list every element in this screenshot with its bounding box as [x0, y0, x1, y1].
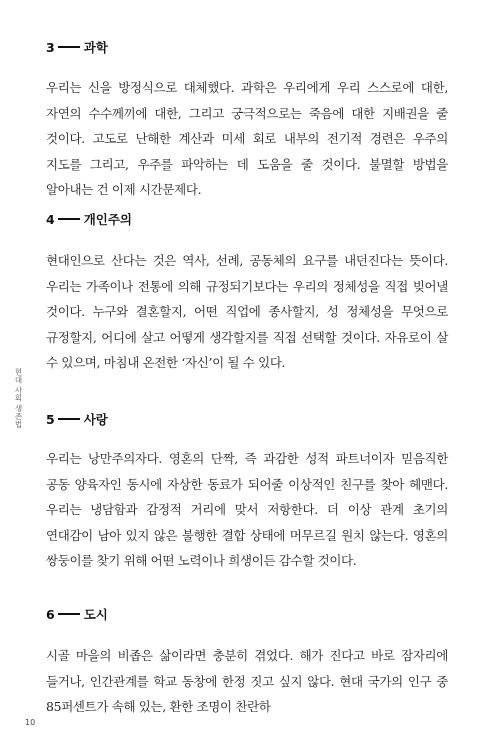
section-number: 3: [46, 39, 55, 55]
section-number: 6: [46, 606, 55, 622]
section-title: 사랑: [83, 412, 108, 427]
page-number: 10: [25, 718, 36, 727]
section-heading-6: [46, 605, 108, 623]
section-heading-4: [46, 210, 132, 228]
section-number: 4: [46, 211, 55, 227]
heading-rule: [58, 218, 80, 219]
running-header: 현대 사회 생존법: [14, 368, 23, 428]
heading-rule: [58, 613, 80, 614]
section-title: 도시: [83, 607, 108, 622]
heading-rule: [58, 46, 80, 47]
section-heading-5: [46, 410, 108, 428]
section-body-4: 현대인으로 산다는 것은 역사, 선례, 공동체의 요구를 내던진다는 뜻이다. 우리는 가족이나 전통에 의해 규정되기보다는 우리의 정체성을 직접 빚어낼 것이다. 누구와 결혼할지, 어떤 직업에 종사할지, 성 정체성을 무엇으로 규정할지, 어디에 살고 어떻게 생각할지를 직접 선택할 것이다. 자유로이 살 수 있으며, 마침내 온전한 ‘자신’이 될 수 있다.: [46, 253, 448, 371]
section-body-6: 시골 마을의 비좁은 삶이라면 충분히 겪었다. 해가 진다고 바로 잠자리에 들거나, 인간관계를 학교 동창에 한정 짓고 싶지 않다. 현대 국가의 인구 중 85퍼센트가 속해 있는, 환한 조명이 찬란하: [46, 648, 448, 715]
section-number: 5: [46, 411, 55, 427]
heading-rule: [58, 418, 80, 419]
section-heading-3: [46, 38, 108, 56]
section-body-3: 우리는 신을 방정식으로 대체했다. 과학은 우리에게 우리 스스로에 대한, 자연의 수수께끼에 대한, 그리고 궁극적으로는 죽음에 대한 지배권을 줄 것이다. 고도로 난해한 계산과 미세 회로 내부의 전기적 경련은 우주의 지도를 그리고, 우주를 파악하는 데 도움을 줄 것이다. 불멸할 방법을 알아내는 건 이제 시간문제다.: [46, 80, 448, 198]
section-title: 개인주의: [83, 212, 133, 227]
section-title: 과학: [83, 40, 108, 55]
section-body-5: 우리는 낭만주의자다. 영혼의 단짝, 즉 과감한 성적 파트너이자 믿음직한 공동 양육자인 동시에 자상한 동료가 되어줄 이상적인 친구를 찾아 헤맨다. 우리는 냉담함과 감정적 거리에 맞서 저항한다. 더 이상 관계 초기의 연대감이 남아 있지 않은 불행한 결합 상태에 머무르길 원치 않는다. 영혼의 쌍둥이를 찾기 위해 어떤 노력이나 희생이든 감수할 것이다.: [46, 451, 448, 569]
